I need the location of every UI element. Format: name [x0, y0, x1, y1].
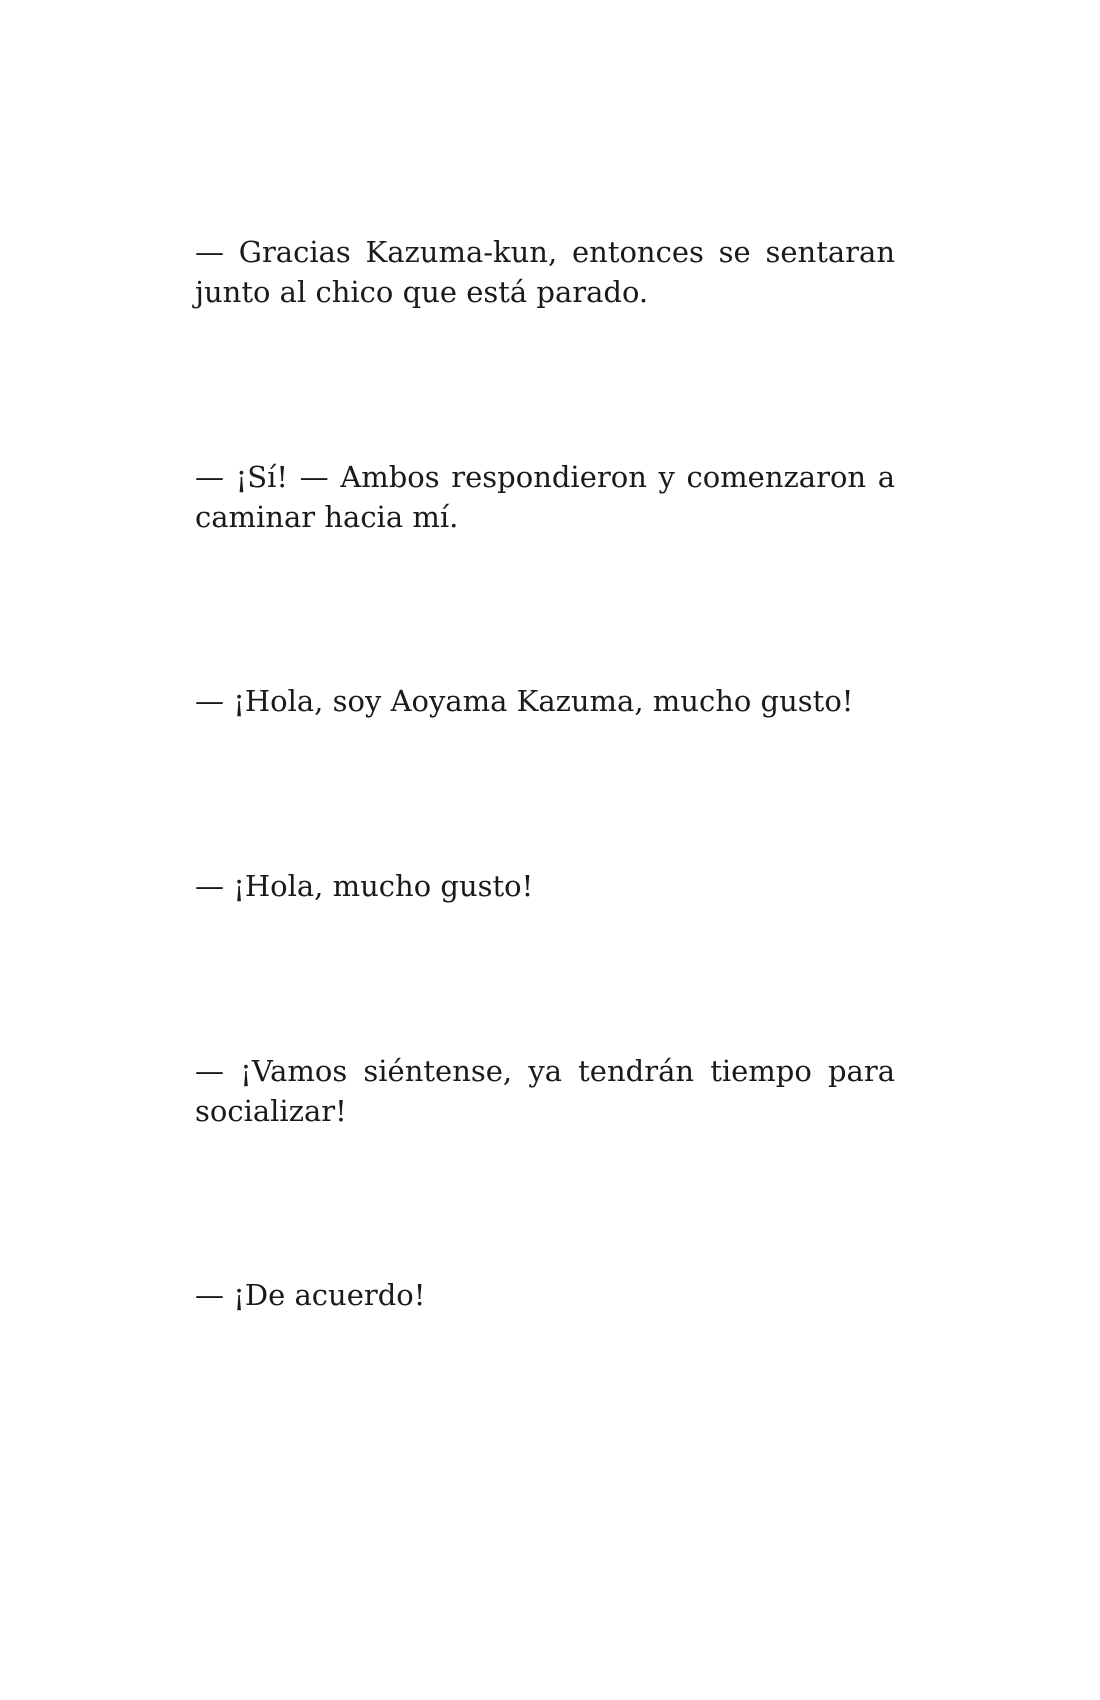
- dialogue-paragraph-1: — Gracias Kazuma-kun, entonces se sentaran junto al chico que está parado.: [195, 235, 895, 309]
- dialogue-paragraph-4: — ¡Hola, mucho gusto!: [195, 869, 534, 903]
- dialogue-paragraph-5: — ¡Vamos siéntense, ya tendrán tiempo para socializar!: [195, 1054, 895, 1128]
- dialogue-paragraph-6: — ¡De acuerdo!: [195, 1278, 426, 1312]
- dialogue-paragraph-3: — ¡Hola, soy Aoyama Kazuma, mucho gusto!: [195, 684, 854, 718]
- dialogue-paragraph-2: — ¡Sí! — Ambos respondieron y comenzaron a caminar hacia mí.: [195, 460, 895, 534]
